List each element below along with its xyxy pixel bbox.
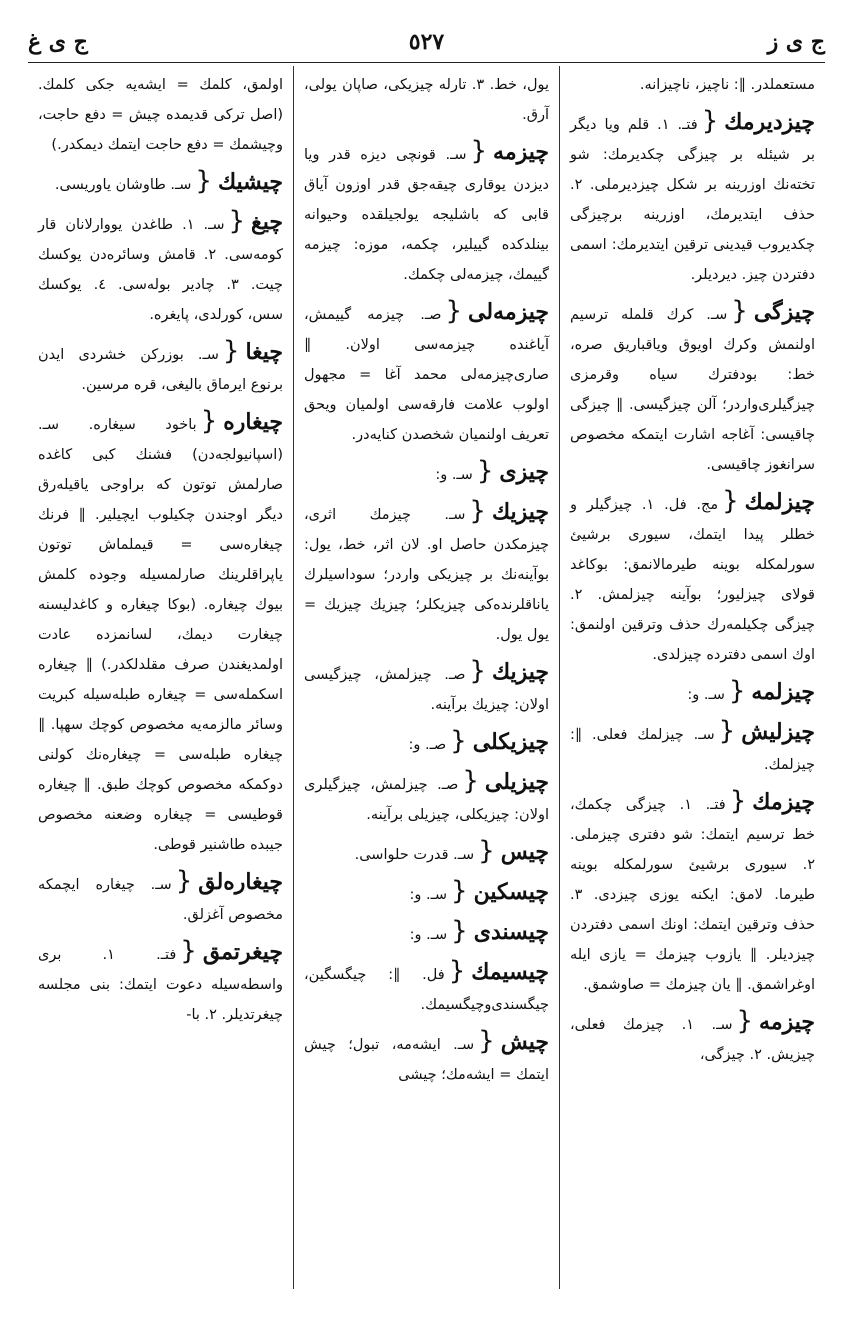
dictionary-entry xyxy=(38,70,283,160)
entry-headword: چیس xyxy=(500,839,549,865)
dictionary-entry xyxy=(38,936,283,1030)
entry-definition: سـ. ١. چیزمك فعلی، چیزیش. ٢. چیزگی، xyxy=(570,1017,815,1063)
dictionary-entry xyxy=(304,70,549,130)
entry-headword: چیزلیش xyxy=(741,719,815,745)
entry-brace: { xyxy=(701,106,719,136)
dictionary-entry xyxy=(570,296,815,480)
entry-headword: چیزی xyxy=(499,459,549,485)
dictionary-entry xyxy=(570,106,815,290)
entry-definition: صـ. چیزلمش، چیزگیلری اولان: چیزیکلی، چیزیلی برآینه. xyxy=(304,777,549,823)
dictionary-entry xyxy=(38,336,283,400)
dictionary-entry xyxy=(38,406,283,860)
entry-headword: چیزیلی xyxy=(484,769,549,795)
entry-brace: { xyxy=(228,206,246,236)
entry-headword: چیغاره‌لق xyxy=(198,869,283,895)
entry-headword: چیزدیرمك xyxy=(724,109,815,135)
entry-definition: صـ. چیزمه گییمش، آیاغنده چیزمه‌سی اولان. ∥ صاری‌چیزمه‌لی محمد آغا = مجهول اولوب علامت فارقه‌سی اولمیان ویحق تعریف اولنمیان شخصدن کنایه‌در. xyxy=(304,307,549,443)
dictionary-entry xyxy=(570,786,815,1000)
entry-headword: چیزمك xyxy=(752,789,815,815)
entry-brace: { xyxy=(462,766,479,796)
header-letters-right: ج ی ز xyxy=(767,29,825,55)
entry-definition: اولمق، کلمك = ایشه‌یه جکی کلمك. (اصل ترکی قدیمده چیش = دفع حاجت، وچیشمك = دفع حاجت ایتمك دیمکدر.) xyxy=(38,77,283,153)
dictionary-entry xyxy=(304,136,549,290)
entry-brace: { xyxy=(469,496,486,526)
entry-definition: سـ. چیزمك اثری، چیزمکدن حاصل او. لان اثر، خط، یول: بوآینه‌نك بر چیزیکی واردر؛ سوداسیلرك یاناقلرنده‌کی چیزیکلر؛ چیزیك چیزیك = یول یول. xyxy=(304,507,549,643)
entry-brace: { xyxy=(200,406,218,436)
entry-headword: چیسندی xyxy=(473,919,549,945)
entry-headword: چیزمه‌لی xyxy=(468,299,549,325)
dictionary-entry xyxy=(304,1026,549,1090)
column-right xyxy=(560,66,825,1289)
entry-brace: { xyxy=(445,296,462,326)
dictionary-entry xyxy=(304,916,549,950)
entry-brace: { xyxy=(728,676,746,706)
entry-brace: { xyxy=(450,726,467,756)
entry-headword: چیزیك xyxy=(491,499,549,525)
entry-headword: چیسکین xyxy=(473,879,549,905)
entry-definition: سـ. قونچی دیزه قدر ویا دیزدن یوقاری چیقه‌جق قدر اوزون آیاق قابی که باشلیجه یولجیلقده وحیوانه بینلدکده گییلیر، چکمه، موزه: چیزمه گییمك، چیزمه‌لی چکمك. xyxy=(304,147,549,283)
entry-brace: { xyxy=(478,836,495,866)
dictionary-entry xyxy=(38,206,283,330)
entry-definition: صـ. چیزلمش، چیزگیسی اولان: چیزیك برآینه. xyxy=(304,667,549,713)
entry-definition: سـ. ایشه‌مه، تبول؛ چیش ایتمك = ایشه‌مك؛ چیشی xyxy=(304,1037,549,1083)
entry-definition: صـ. و: xyxy=(408,737,447,753)
dictionary-entry xyxy=(570,70,815,100)
entry-headword: چیغا xyxy=(245,339,283,365)
dictionary-entry xyxy=(304,836,549,870)
text-columns xyxy=(28,66,825,1289)
entry-headword: چیش xyxy=(500,1029,549,1055)
entry-brace: { xyxy=(180,936,197,966)
dictionary-entry xyxy=(304,876,549,910)
dictionary-entry xyxy=(38,166,283,200)
entry-brace: { xyxy=(722,486,739,516)
entry-definition: سـ. بوزرکن خشردی ایدن برنوع ایرماق بالیغی، قره مرسین. xyxy=(38,347,283,393)
entry-headword: چیزیکلی xyxy=(472,729,549,755)
dictionary-entry xyxy=(38,866,283,930)
dictionary-entry xyxy=(304,456,549,490)
entry-definition: فتـ. ١. چیزگی چکمك، خط ترسیم ایتمك: شو دفتری چیزملی. ٢. سیوری برشیئ سورلمکله بوینه طیرما. لامق: ایکنه یوزی چیزدی. ٣. حذف وترقین ایتمك: اونك اسمی دفتردن چیزدیلر. ∥ یازوب چیزمك = یازی ایله اوغراشمق. ∥ یان چیزمك = صاوشمق. xyxy=(570,797,815,993)
entry-brace: { xyxy=(451,916,468,946)
entry-headword: چیسیمك xyxy=(471,959,549,985)
entry-headword: چیزمه xyxy=(759,1009,815,1035)
entry-brace: { xyxy=(448,956,466,986)
entry-definition: مستعملدر. ∥: ناچیز، ناچیزانه. xyxy=(639,77,815,93)
dictionary-entry xyxy=(304,956,549,1020)
entry-definition: سـ. و: xyxy=(687,687,725,703)
page-header xyxy=(28,22,825,63)
dictionary-entry xyxy=(570,486,815,670)
entry-headword: چیزمه xyxy=(493,139,549,165)
dictionary-entry xyxy=(570,716,815,780)
header-letters-left: ج ی غ xyxy=(28,29,88,55)
dictionary-entry xyxy=(304,496,549,650)
entry-brace: { xyxy=(478,1026,495,1056)
dictionary-entry xyxy=(304,766,549,830)
entry-definition: باخود سیغاره. سـ. (اسپانیولجه‌دن) فشنك کبی کاغده صارلمش توتون که براوجی یاقیلەرق دیگر اوجندن چکیلوب ایچیلیر. ∥ فرنك چیغاره‌سی = قیملماش توتون یاپراقلرینك صارلمسیله وجوده کلمش بیوك چیغاره. (بوکا چیغاره و کاغدلیسنه چیغارت دیمك، لسانمزده عادت اولمدیغندن صرف مقلدلکدر.) ∥ چیغاره اسکمله‌سی = چیغاره طبله‌سیله کبریت وسائر مالزمه‌یه مخصوص کوچك سهپا. ∥ چیغاره طبله‌سی = چیغاره‌نك کولنی دوکمکه مخصوص کوچك طبق. ∥ چیغاره قوطیسی = چیغاره وضعنه مخصوص جیبده طاشنیر قوطی. xyxy=(38,417,283,853)
entry-headword: چیغ xyxy=(251,209,283,235)
entry-definition: سـ. چیغاره ایچمکه مخصوص آغزلق. xyxy=(38,877,283,923)
entry-definition: سـ. قدرت حلواسی. xyxy=(354,847,475,863)
entry-brace: { xyxy=(195,166,212,196)
entry-definition: سـ. چیزلمك فعلی. ∥: چیزلمك. xyxy=(570,727,815,773)
entry-definition: مج. فل. ١. چیزگیلر و خطلر پیدا ایتمك، سیوری برشیئ سورلمکله بوینه طیرمالانمق: بوکاغد قولای چیزلیور؛ بوآینه چیزلمش. ٢. چیزگی چکیلمه‌رك حذف وترقین اولنمق: اوك اسمی دفترده چیزلدی. xyxy=(570,497,815,663)
entry-definition: سـ. طاوشان یاوریسی. xyxy=(54,177,192,193)
entry-headword: چیزلمه xyxy=(751,679,815,705)
entry-brace: { xyxy=(470,136,488,166)
entry-definition: سـ. و: xyxy=(409,887,448,903)
entry-definition: سـ. و: xyxy=(435,467,473,483)
entry-headword: چیغاره xyxy=(223,409,283,435)
entry-brace: { xyxy=(731,296,748,326)
entry-brace: { xyxy=(222,336,240,366)
column-middle xyxy=(294,66,560,1289)
entry-brace: { xyxy=(476,456,494,486)
dictionary-entry xyxy=(304,656,549,720)
entry-brace: { xyxy=(451,876,468,906)
entry-definition: سـ. ١. طاغدن یووارلانان قار کومه‌سی. ٢. قامش وسائره‌دن یوکسك چیت. ٣. چادیر بوله‌سی. ٤. یوکسك سس، کورلدی، پایغره. xyxy=(38,217,284,323)
page-number: ٥٢٧ xyxy=(408,29,445,55)
entry-brace: { xyxy=(718,716,736,746)
dictionary-entry xyxy=(570,1006,815,1070)
entry-headword: چیزیك xyxy=(491,659,549,685)
entry-definition: سـ. کرك قلمله ترسیم اولنمش وکرك اویوق ویاقباریق صره، خط: بودفترك سیاه وقرمزی چیزگیلری‌واردر؛ آلن چیزگیسی. ∥ چیزگی چاقیسی: آغاجه اشارت ایتمکه مخصوص سرانغوز چاقیسی. xyxy=(570,307,815,473)
entry-brace: { xyxy=(736,1006,754,1036)
dictionary-entry xyxy=(304,726,549,760)
entry-brace: { xyxy=(729,786,747,816)
column-left xyxy=(28,66,294,1289)
entry-definition: فتـ. ١. قلم ویا دیگر بر شیئله بر چیزگی چکدیرمك: شو تخته‌نك اوزرینه بر شکل چیزدیرملی. ٢. حذف ایتدیرمك، اوزرینه برچیزگی چکدیروب قیدینی ترقین ایتدیرمك: اسمی دفتردن چیز. دیردیلر. xyxy=(570,117,815,283)
entry-definition: سـ. و: xyxy=(409,927,448,943)
entry-definition: فتـ. ١. بری واسطه‌سیله دعوت ایتمك: بنی مجلسه چیغرتدیلر. ٢. با- xyxy=(38,947,283,1023)
entry-definition: یول، خط. ٣. تارله چیزیکی، صاپان یولی، آرق. xyxy=(304,77,550,123)
entry-brace: { xyxy=(469,656,486,686)
entry-definition: فل. ∥: چیگسگین، چیگسندی‌وچیگسیمك. xyxy=(304,967,549,1013)
dictionary-entry xyxy=(570,676,815,710)
entry-brace: { xyxy=(175,866,193,896)
dictionary-entry xyxy=(304,296,549,450)
entry-headword: چیزلمك xyxy=(744,489,815,515)
entry-headword: چیزگی xyxy=(753,299,815,325)
entry-headword: چیشیك xyxy=(217,169,283,195)
entry-headword: چیغرتمق xyxy=(202,939,283,965)
